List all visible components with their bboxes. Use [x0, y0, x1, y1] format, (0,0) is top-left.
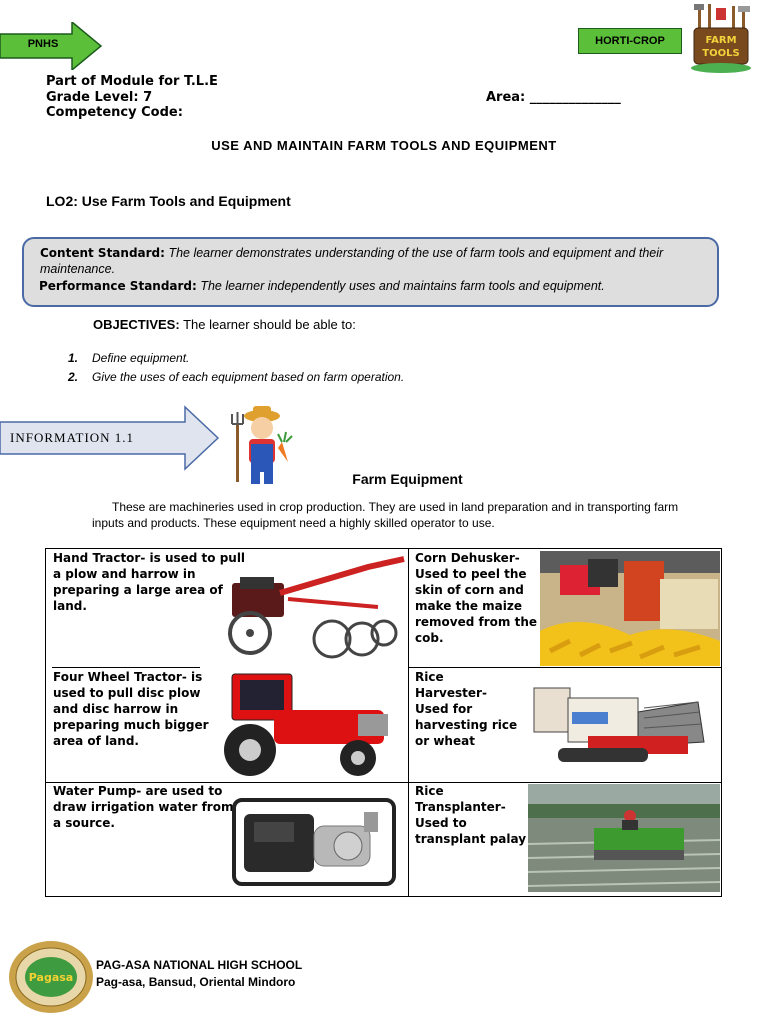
- equipment-line: Harvester-: [415, 686, 487, 700]
- equipment-line: cob.: [415, 631, 444, 645]
- equipment-rice-transplanter: [415, 783, 526, 847]
- equipment-four-wheel-tractor: [53, 669, 209, 749]
- horti-crop-badge: HORTI-CROP: [578, 28, 682, 54]
- performance-standard: [39, 278, 709, 294]
- objective-item: [68, 370, 404, 384]
- equipment-line: preparing much bigger: [53, 718, 209, 732]
- svg-text:Pagasa: Pagasa: [28, 971, 74, 984]
- equipment-line: Four Wheel Tractor- is: [53, 670, 203, 684]
- water-pump-image: [228, 792, 400, 890]
- grade-level: Grade Level: 7: [46, 90, 153, 105]
- performance-standard-text: The learner independently uses and maintains farm tools and equipment.: [200, 279, 605, 293]
- equipment-line: removed from the: [415, 615, 538, 629]
- learning-outcome-heading: LO2: Use Farm Tools and Equipment: [46, 193, 291, 209]
- corn-dehusker-image: [540, 551, 720, 666]
- equipment-line: skin of corn and: [415, 583, 524, 597]
- equipment-line: and disc harrow in: [53, 702, 179, 716]
- equipment-water-pump: [53, 783, 233, 831]
- table-divider: [52, 667, 200, 668]
- rice-transplanter-image: [528, 784, 720, 892]
- equipment-line: or wheat: [415, 734, 475, 748]
- equipment-line: transplant palay: [415, 832, 527, 846]
- hand-tractor-image: [228, 553, 408, 663]
- equipment-line: harvesting rice: [415, 718, 518, 732]
- objective-text: Define equipment.: [92, 351, 190, 365]
- objectives-label: OBJECTIVES:: [93, 317, 180, 332]
- school-name: PAG-ASA NATIONAL HIGH SCHOOL: [96, 958, 303, 972]
- objective-number: 1.: [68, 351, 79, 365]
- equipment-line: a plow and harrow in: [53, 567, 196, 581]
- table-divider: [408, 549, 409, 896]
- pnhs-label: PNHS: [27, 38, 59, 50]
- equipment-rice-harvester: [415, 669, 517, 749]
- area-field: Area: ______________: [486, 90, 621, 105]
- rice-harvester-image: [528, 672, 708, 782]
- equipment-line: Used for: [415, 702, 473, 716]
- equipment-corn-dehusker: [415, 550, 537, 646]
- equipment-hand-tractor: [53, 550, 245, 614]
- equipment-line: Corn Dehusker-: [415, 551, 520, 565]
- equipment-line: Water Pump- are used to: [53, 784, 223, 798]
- farm-equipment-title: Farm Equipment: [352, 471, 463, 487]
- module-label: Part of Module for T.L.E: [46, 74, 218, 89]
- objectives-line: [93, 317, 356, 332]
- equipment-line: Used to: [415, 816, 467, 830]
- equipment-line: Rice: [415, 784, 444, 798]
- objectives-text: The learner should be able to:: [183, 317, 356, 332]
- equipment-line: draw irrigation water from: [53, 800, 234, 814]
- equipment-line: a source.: [53, 816, 115, 830]
- svg-text:TOOLS: TOOLS: [702, 48, 740, 59]
- school-address: Pag-asa, Bansud, Oriental Mindoro: [96, 975, 296, 989]
- equipment-line: area of land.: [53, 734, 139, 748]
- school-seal-logo: [8, 940, 94, 1014]
- table-divider: [408, 667, 722, 668]
- equipment-line: land.: [53, 599, 87, 613]
- competency-code: Competency Code:: [46, 105, 183, 120]
- objective-text: Give the uses of each equipment based on farm operation.: [92, 370, 405, 384]
- performance-standard-label: Performance Standard:: [39, 279, 197, 293]
- objective-item: [68, 351, 189, 365]
- equipment-line: preparing a large area of: [53, 583, 223, 597]
- equipment-line: Transplanter-: [415, 800, 506, 814]
- four-wheel-tractor-image: [208, 670, 400, 778]
- equipment-line: Rice: [415, 670, 444, 684]
- information-label: INFORMATION 1.1: [10, 430, 135, 445]
- content-standard-text: The learner demonstrates understanding of the use of farm tools and equipment and their maintenance.: [40, 246, 664, 276]
- equipment-line: used to pull disc plow: [53, 686, 201, 700]
- svg-text:FARM: FARM: [705, 35, 737, 46]
- equipment-line: Used to peel the: [415, 567, 527, 581]
- farm-tools-logo: [688, 2, 754, 76]
- content-standard: [40, 245, 700, 277]
- equipment-line: Hand Tractor- is used to pull: [53, 551, 246, 565]
- content-standard-label: Content Standard:: [40, 246, 165, 260]
- intro-text: These are machineries used in crop production. They are used in land preparation and in transporting farm inputs and products. These equipment need a highly skilled operator to use.: [92, 500, 679, 530]
- intro-paragraph: [92, 499, 712, 531]
- equipment-line: make the maize: [415, 599, 523, 613]
- page-title: USE AND MAINTAIN FARM TOOLS AND EQUIPMENT: [211, 138, 557, 153]
- objective-number: 2.: [68, 370, 79, 384]
